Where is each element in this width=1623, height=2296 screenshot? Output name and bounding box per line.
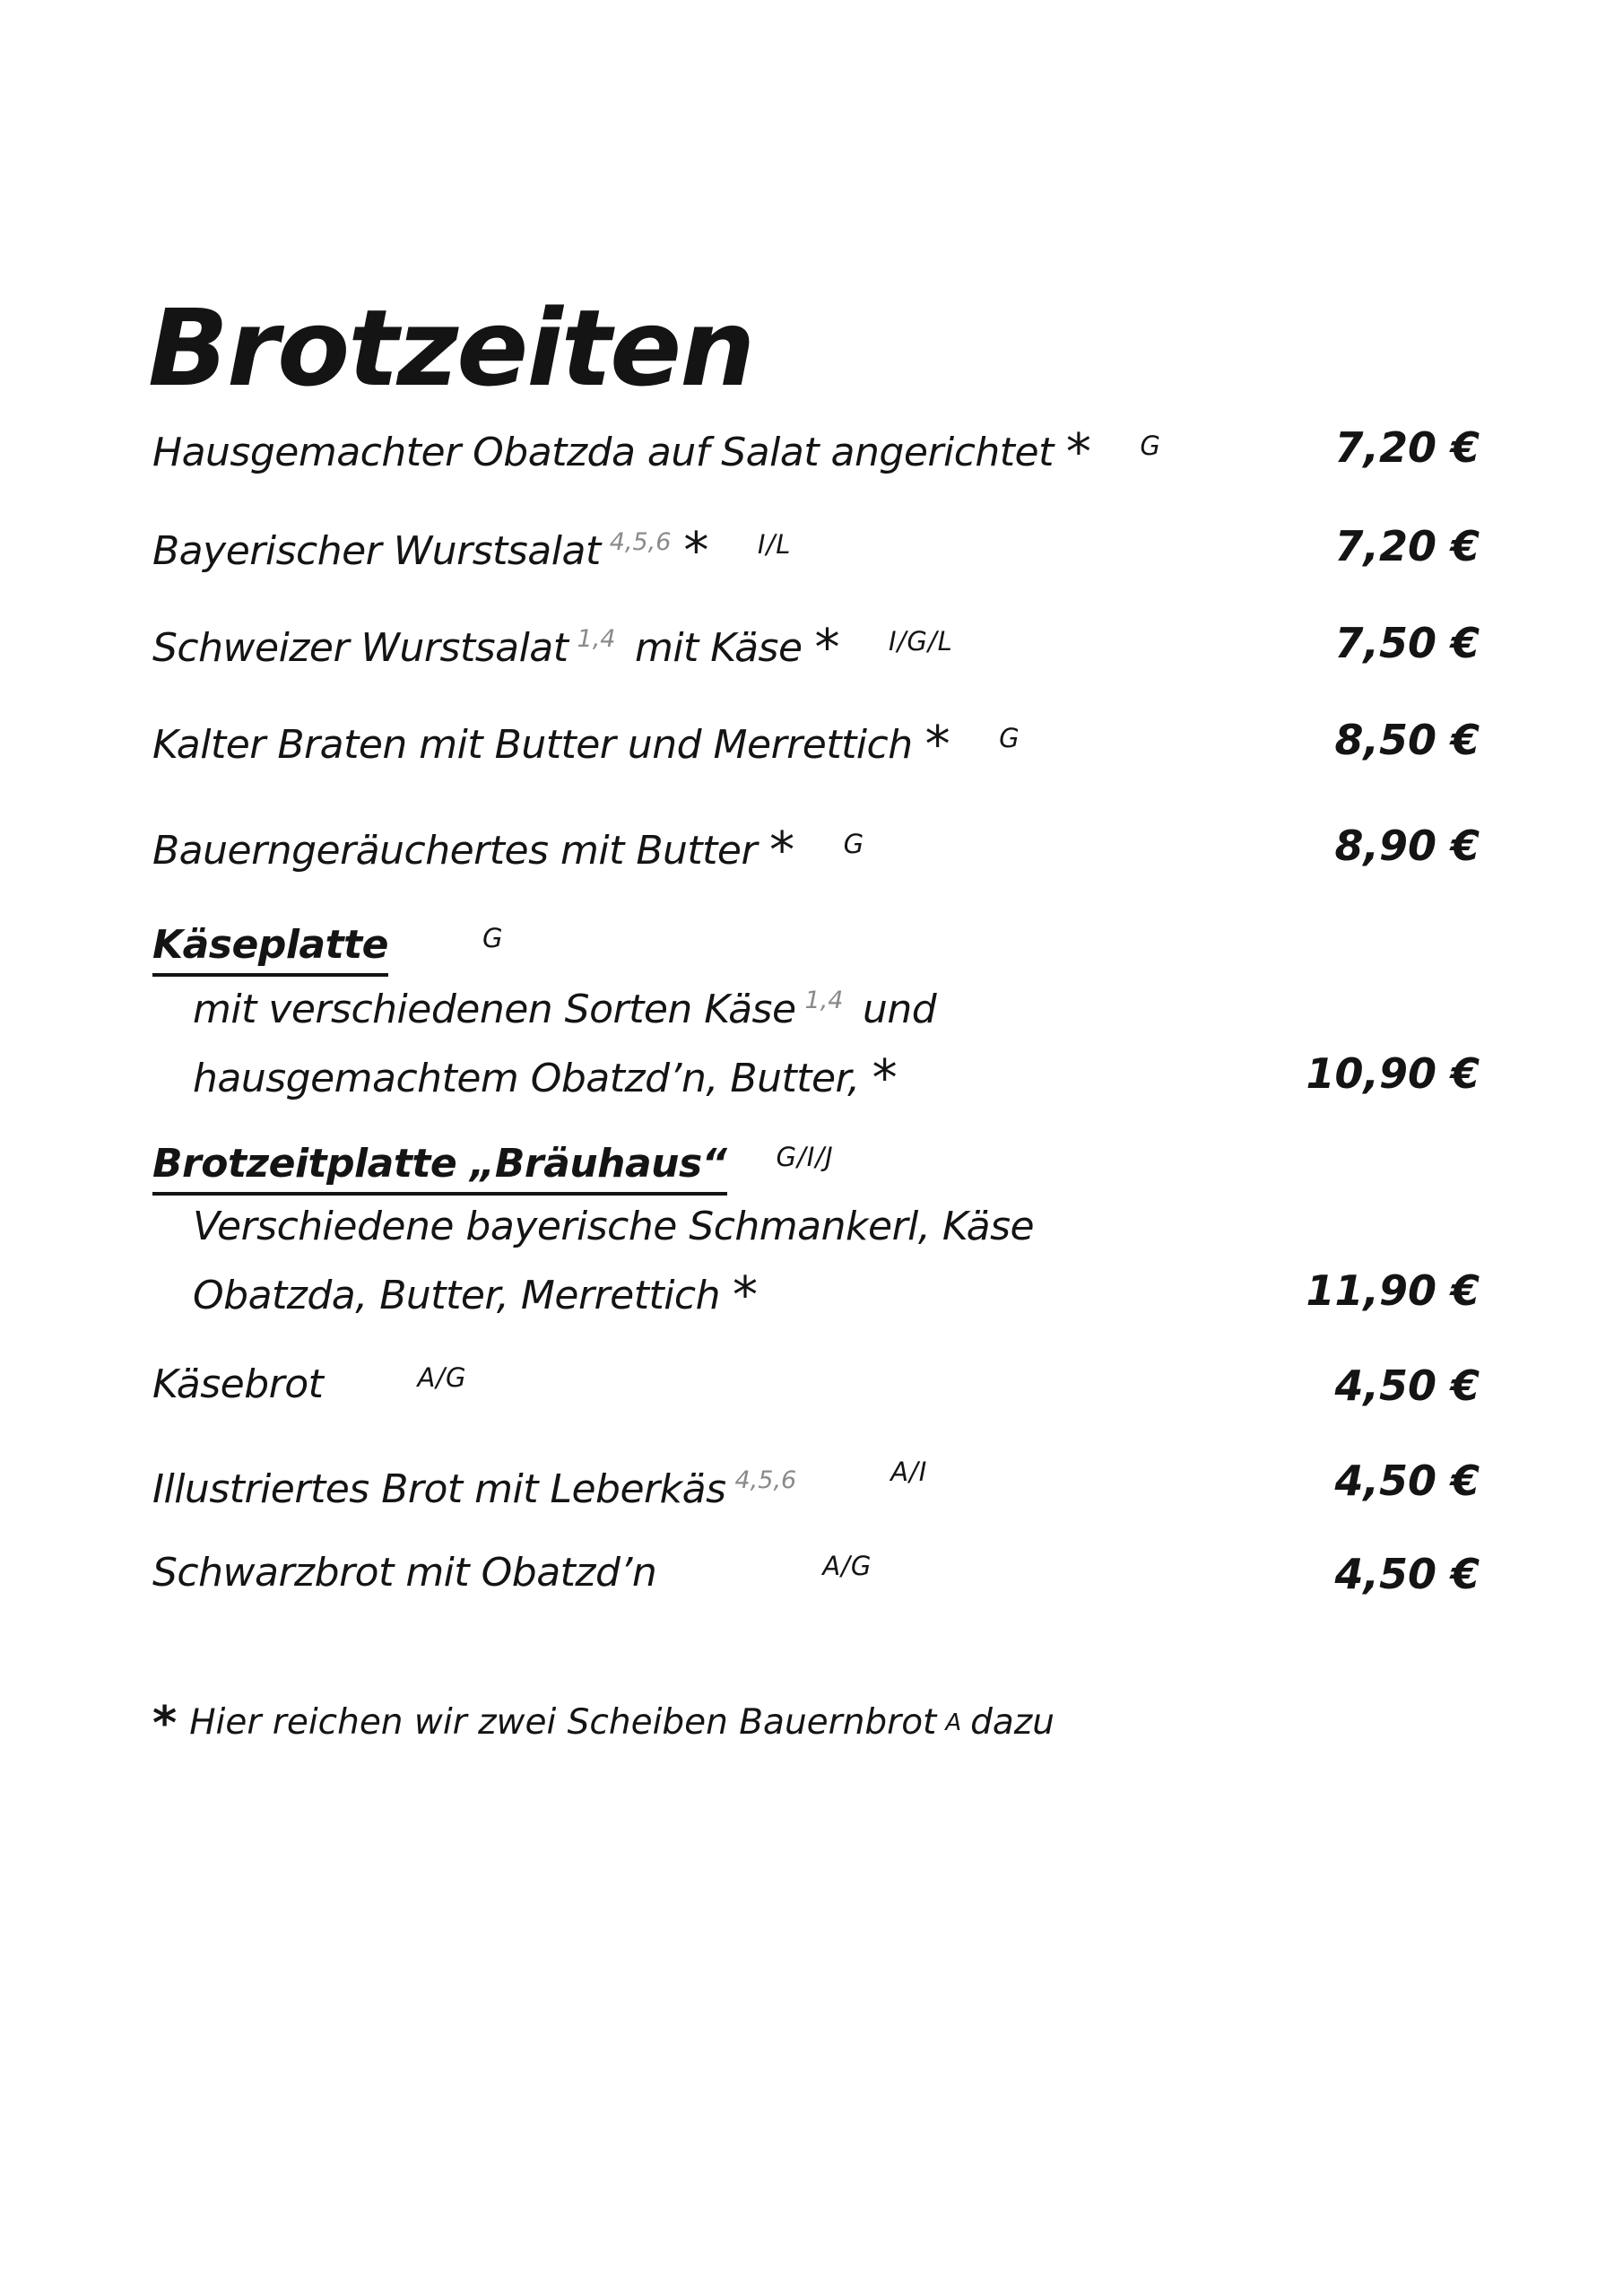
menu-item-kalter-braten <box>152 716 1020 774</box>
item-name: Bayerischer Wurstsalat <box>152 528 601 574</box>
menu-section-brotzeitplatte <box>152 1141 834 1196</box>
allergen-code: G <box>1140 430 1161 461</box>
item-price: 4,50 € <box>1334 1457 1480 1505</box>
item-price: 7,20 € <box>1334 522 1480 570</box>
allergen-code: G/I/J <box>776 1142 834 1172</box>
footnote-star-marker: * <box>924 716 950 774</box>
footnote-allergen: A <box>945 1709 962 1736</box>
menu-item-bauerngeraeuchertes <box>152 822 864 880</box>
menu-item-illustriertes-brot <box>152 1457 927 1512</box>
footnote-star-marker: * <box>872 1049 898 1108</box>
item-price: 8,90 € <box>1334 822 1480 870</box>
menu-item-bayerischer-wurstsalat <box>152 522 791 580</box>
item-price: 4,50 € <box>1334 1361 1480 1410</box>
item-price: 4,50 € <box>1334 1550 1480 1598</box>
description-text: Obatzda, Butter, Merrettich <box>193 1273 720 1318</box>
footnote-star-marker: * <box>683 522 708 580</box>
allergen-code: I/G/L <box>889 626 953 657</box>
menu-section-kaeseplatte <box>152 922 503 977</box>
footnote-star-marker: * <box>814 619 840 677</box>
item-price: 7,50 € <box>1334 619 1480 667</box>
allergen-code: A/I <box>890 1457 928 1487</box>
allergen-code: I/L <box>757 529 792 560</box>
description-text: hausgemachtem Obatzd’n, Butter, <box>193 1056 860 1101</box>
additive-numbers: 1,4 <box>804 987 844 1014</box>
item-name: Schweizer Wurstsalat <box>152 625 568 671</box>
menu-item-hausgemachter-obatzda <box>152 423 1161 482</box>
item-price: 10,90 € <box>1306 1049 1480 1098</box>
footnote-suffix: dazu <box>970 1702 1055 1743</box>
allergen-code: A/G <box>822 1551 872 1581</box>
item-name-continued: mit Käse <box>634 625 803 671</box>
item-name: Illustriertes Brot mit Leberkäs <box>152 1466 726 1512</box>
menu-item-schweizer-wurstsalat <box>152 619 953 677</box>
footnote-text: Hier reichen wir zwei Scheiben Bauernbrot <box>189 1702 937 1743</box>
brotzeitplatte-description-line2 <box>193 1266 758 1325</box>
footnote-star-marker: * <box>733 1266 758 1325</box>
menu-item-schwarzbrot <box>152 1550 872 1596</box>
menu-item-kaesebrot <box>152 1361 467 1407</box>
item-name: Hausgemachter Obatzda auf Salat angerichtet <box>152 430 1054 475</box>
item-name: Kalter Braten mit Butter und Merrettich <box>152 722 913 768</box>
kaeseplatte-description-line2 <box>193 1049 897 1108</box>
footnote-star: * <box>152 1697 178 1751</box>
section-title: Käseplatte <box>152 922 388 977</box>
footnote-star-marker: * <box>769 822 794 880</box>
section-title: Brotzeitplatte „Bräuhaus“ <box>152 1141 727 1196</box>
allergen-code: G <box>843 829 865 859</box>
additive-numbers: 4,5,6 <box>734 1466 797 1494</box>
brotzeitplatte-description-line1 <box>193 1204 1034 1249</box>
allergen-code: G <box>999 723 1020 753</box>
additive-numbers: 4,5,6 <box>609 528 672 556</box>
item-name: Schwarzbrot mit Obatzd’n <box>152 1550 657 1596</box>
allergen-code: G <box>482 923 504 953</box>
description-text: Verschiedene bayerische Schmankerl, Käse <box>193 1204 1035 1249</box>
item-price: 11,90 € <box>1306 1266 1480 1315</box>
item-name: Käsebrot <box>152 1361 324 1407</box>
kaeseplatte-description-line1 <box>193 987 936 1032</box>
footnote <box>152 1697 1055 1751</box>
footnote-star-marker: * <box>1065 423 1091 482</box>
additive-numbers: 1,4 <box>577 625 616 653</box>
item-price: 7,20 € <box>1334 423 1480 472</box>
item-name: Bauerngeräuchertes mit Butter <box>152 828 758 874</box>
description-text-end: und <box>862 987 937 1032</box>
page-title: Brotzeiten <box>148 286 754 411</box>
allergen-code: A/G <box>417 1362 467 1393</box>
description-text: mit verschiedenen Sorten Käse <box>193 987 796 1032</box>
item-price: 8,50 € <box>1334 716 1480 764</box>
